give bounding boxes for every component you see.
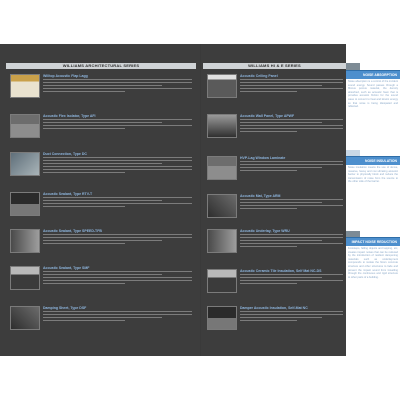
impact-noise-text: Footsteps, falling objects and tapping, etc, creates impact noises that can be reduced by the introduction of resilient dampening materials such as underlayment compounds to isolate the floors concrete structure and other structures to fade and prevent the impact sound from travelling through the continuous and rigid structure to other parts of a building. <box>348 247 398 279</box>
product-title: Acoustic Ceramic Tile Insulation, Self Mat NC-DS <box>240 269 322 273</box>
product-image <box>10 114 40 138</box>
noise-insulation-text: Noise insulation means the use of dense, massive, heavy and non-vibrating acoustic barrier to physically block and reduce the transmission of noise from the source to the other side of the barrier. <box>348 166 398 184</box>
product-title: Duct Connection, Type DC <box>43 152 87 156</box>
product-entry <box>10 192 192 221</box>
product-description <box>43 119 192 131</box>
product-image <box>10 74 40 98</box>
product-description <box>43 79 192 94</box>
product-description <box>240 234 343 249</box>
product-entry <box>207 114 343 143</box>
side-panel <box>346 44 400 356</box>
product-image <box>207 269 237 293</box>
product-image <box>10 152 40 176</box>
product-image <box>207 74 237 98</box>
product-title: HVP-Lag Window Laminate <box>240 156 286 160</box>
product-image <box>207 156 237 180</box>
product-description <box>240 274 343 286</box>
product-title: Acoustic Mat, Type ARM <box>240 194 281 198</box>
noise-absorption-text: Noise absorption is a control of the incident sound energy. Sound passes through a fibrous porous material, the density absorbed, such as acoustic foam that is provides acoustic friction for the sound wave to convert to heat and kinetic energy so that noise is being dissipated and reflected. <box>348 80 398 109</box>
product-entry <box>207 306 343 335</box>
product-image <box>10 306 40 330</box>
product-description <box>43 157 192 175</box>
product-entry <box>207 229 343 258</box>
product-entry <box>10 114 192 143</box>
product-description <box>43 311 192 323</box>
product-description <box>240 79 343 94</box>
product-title: Willtop Acoustic Flap Lagg <box>43 74 88 78</box>
left-page <box>0 44 200 356</box>
right-page-header: WILLIAMS HI & E SERIES <box>203 63 346 69</box>
product-description <box>240 119 343 134</box>
product-entry <box>10 74 192 103</box>
product-description <box>43 271 192 286</box>
product-entry <box>10 266 192 295</box>
noise-absorption-tab: NOISE ABSORPTION <box>346 70 400 79</box>
product-title: Acoustic Wall Panel, Type APWF <box>240 114 295 118</box>
product-title: Acoustic Sealant, Type RTV-T <box>43 192 93 196</box>
product-image <box>10 229 40 253</box>
product-entry <box>207 156 343 185</box>
product-title: Damper Acoustic Insulation, Self-Mat NC <box>240 306 308 310</box>
product-entry <box>10 152 192 181</box>
impact-noise-tab: IMPACT NOISE REDUCTION <box>346 237 400 246</box>
product-entry <box>207 269 343 298</box>
left-page-header: WILLIAMS ARCHITECTURAL SERIES <box>6 63 196 69</box>
product-title: Acoustic Ceiling Panel <box>240 74 278 78</box>
product-description <box>43 197 192 209</box>
product-entry <box>10 229 192 258</box>
product-entry <box>207 74 343 103</box>
product-title: Acoustic Underlay, Type WRU <box>240 229 290 233</box>
product-image <box>207 194 237 218</box>
product-title: Acoustic Flex Isolator, Type AFI <box>43 114 96 118</box>
noise-insulation-tab: NOISE INSULATION <box>346 156 400 165</box>
product-image <box>207 306 237 330</box>
product-image <box>10 192 40 216</box>
product-image <box>207 229 237 253</box>
product-description <box>240 199 343 211</box>
product-description <box>240 311 343 323</box>
product-title: Acoustic Sealant, Type SMF <box>43 266 90 270</box>
product-entry <box>207 194 343 223</box>
brochure-spread <box>0 44 400 356</box>
product-title: Damping Sheet, Type DSF <box>43 306 87 310</box>
product-image <box>10 266 40 290</box>
product-title: Acoustic Sealant, Type SPEED-TFB <box>43 229 102 233</box>
product-description <box>43 234 192 246</box>
product-entry <box>10 306 192 335</box>
product-description <box>240 161 343 173</box>
product-image <box>207 114 237 138</box>
right-page <box>201 44 346 356</box>
